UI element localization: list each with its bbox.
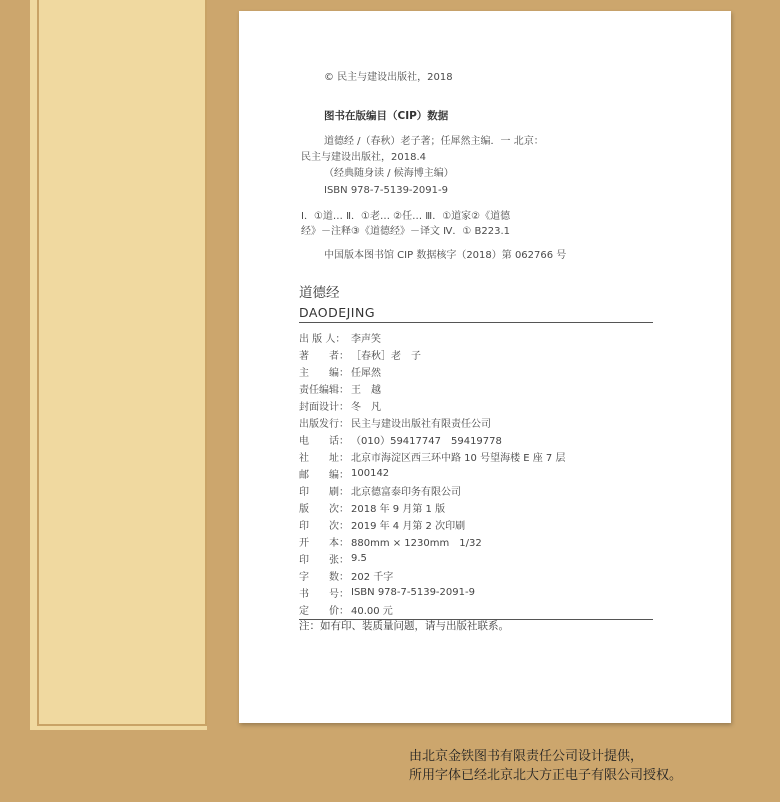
cip-line: 民主与建设出版社，2018.4 bbox=[301, 152, 426, 163]
credit-line: 所用字体已经北京北大方正电子有限公司授权。 bbox=[409, 768, 683, 783]
info-row bbox=[299, 397, 565, 414]
credit-line: 由北京金铁图书有限责任公司设计提供， bbox=[409, 749, 644, 764]
cip-line: 经》－注释③《道德经》－译文 Ⅳ．① B223.1 bbox=[301, 226, 511, 237]
info-label: 字 数： bbox=[299, 572, 349, 583]
quality-note: 注：如有印、装质量问题，请与出版社联系。 bbox=[299, 620, 509, 632]
info-row bbox=[299, 516, 565, 533]
cip-line: （经典随身读 / 候海博主编） bbox=[324, 168, 454, 179]
info-label: 印 刷： bbox=[299, 487, 349, 498]
info-value: 任犀然 bbox=[351, 368, 381, 379]
info-value: 冬 凡 bbox=[351, 402, 381, 413]
info-value: 2019 年 4 月第 2 次印刷 bbox=[351, 521, 466, 532]
info-row bbox=[299, 499, 565, 516]
info-row bbox=[299, 567, 565, 584]
copyright-page bbox=[239, 11, 731, 723]
info-value: 2018 年 9 月第 1 版 bbox=[351, 504, 446, 515]
info-row bbox=[299, 346, 565, 363]
cip-line: 道德经 /（春秋）老子著；任犀然主编．一 北京： bbox=[324, 136, 544, 147]
cip-line: Ⅰ．①道… Ⅱ．①老… ②任… Ⅲ．①道家②《道德 bbox=[301, 211, 511, 222]
cip-line: ISBN 978-7-5139-2091-9 bbox=[324, 185, 448, 196]
info-value: 李声笑 bbox=[351, 334, 381, 345]
info-label: 出版发行： bbox=[299, 419, 349, 430]
info-row bbox=[299, 448, 565, 465]
info-value: 9.5 bbox=[351, 553, 367, 564]
info-value: 880mm × 1230mm 1/32 bbox=[351, 538, 482, 549]
publication-info bbox=[299, 329, 565, 618]
info-row bbox=[299, 380, 565, 397]
info-row bbox=[299, 329, 565, 346]
info-value: 王 越 bbox=[351, 385, 381, 396]
info-row bbox=[299, 601, 565, 618]
info-row bbox=[299, 533, 565, 550]
info-label: 印 次： bbox=[299, 521, 349, 532]
info-value: 202 千字 bbox=[351, 572, 394, 583]
cip-title: 图书在版编目（CIP）数据 bbox=[324, 110, 449, 122]
info-value: 民主与建设出版社有限责任公司 bbox=[351, 419, 491, 430]
copyright-line: © 民主与建设出版社，2018 bbox=[324, 72, 453, 83]
info-row bbox=[299, 465, 565, 482]
info-row bbox=[299, 584, 565, 601]
info-row bbox=[299, 431, 565, 448]
info-label: 开 本： bbox=[299, 538, 349, 549]
info-value: 北京德富泰印务有限公司 bbox=[351, 487, 461, 498]
info-row bbox=[299, 363, 565, 380]
cip-line: 中国版本图书馆 CIP 数据核字（2018）第 062766 号 bbox=[324, 250, 567, 261]
info-value: ［春秋］老 子 bbox=[351, 351, 421, 362]
info-label: 定 价： bbox=[299, 606, 349, 617]
info-label: 邮 编： bbox=[299, 470, 349, 481]
info-label: 著 者： bbox=[299, 351, 349, 362]
info-value: 40.00 元 bbox=[351, 606, 393, 617]
info-value: 100142 bbox=[351, 468, 390, 479]
info-label: 封面设计： bbox=[299, 402, 349, 413]
info-row bbox=[299, 482, 565, 499]
info-row bbox=[299, 550, 565, 567]
info-label: 书 号： bbox=[299, 589, 349, 600]
info-value: 北京市海淀区西三环中路 10 号望海楼 E 座 7 层 bbox=[351, 453, 566, 464]
book-title: 道德经 bbox=[299, 285, 340, 301]
info-value: ISBN 978-7-5139-2091-9 bbox=[351, 587, 475, 598]
info-label: 社 址： bbox=[299, 453, 349, 464]
info-row bbox=[299, 414, 565, 431]
info-label: 责任编辑： bbox=[299, 385, 349, 396]
info-label: 主 编： bbox=[299, 368, 349, 379]
info-label: 电 话： bbox=[299, 436, 349, 447]
info-label: 版 次： bbox=[299, 504, 349, 515]
info-value: （010）59417747 59419778 bbox=[351, 436, 502, 447]
divider bbox=[299, 322, 653, 323]
left-decor-frame bbox=[37, 0, 207, 726]
info-label: 印 张： bbox=[299, 555, 349, 566]
book-pinyin: DAODEJING bbox=[299, 305, 376, 320]
credit-text bbox=[409, 747, 769, 785]
info-label: 出 版 人： bbox=[299, 334, 346, 345]
